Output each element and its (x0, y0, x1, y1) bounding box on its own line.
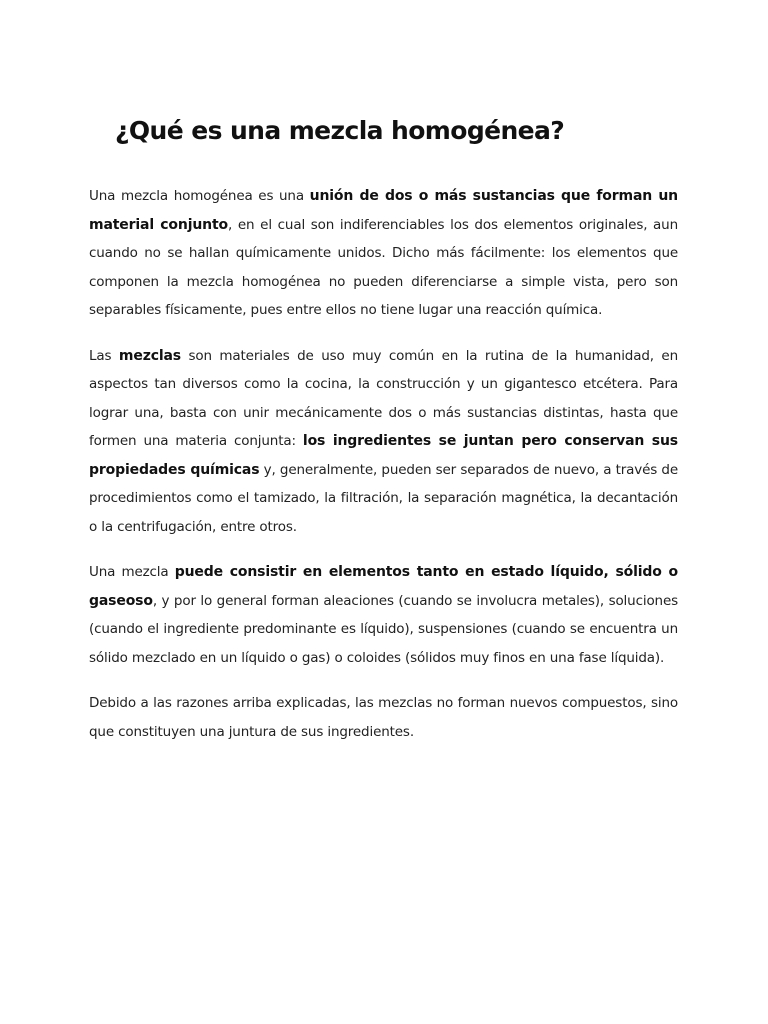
paragraph-1-text-1: Una mezcla homogénea es una (89, 188, 310, 204)
paragraph-1-bold-1: unión de dos o más sustancias que forman un material conjunto (89, 188, 678, 233)
paragraph-1-text-2: , en el cual son indiferenciables los dos elementos originales, aun cuando no se hallan químicamente unidos. Dicho más fácilmente: los elementos que componen la mezcla homogénea no pueden diferenciarse a simple vista, pero son separables físicamente, pues entre ellos no tiene lugar una reacción química. (89, 216, 678, 318)
paragraph-1 (89, 182, 678, 325)
paragraph-2-bold-1: mezclas (118, 347, 181, 364)
paragraph-3-text-2: , y por lo general forman aleaciones (cuando se involucra metales), soluciones (cuando el ingrediente predominante es líquido), suspensiones (cuando se encuentra un sólido mezclado en un líquido o gas) o coloides (sólidos muy finos en una fase líquida). (89, 592, 678, 666)
paragraph-4 (89, 689, 678, 746)
document-body (89, 182, 678, 763)
paragraph-2 (89, 342, 678, 542)
paragraph-3 (89, 558, 678, 672)
paragraph-2-text-2: son materiales de uso muy común en la rutina de la humanidad, en aspectos tan diversos como la cocina, la construcción y un gigantesco etcétera. Para lograr una, basta con unir mecánicamente dos o más sustancias distintas, hasta que formen una materia conjunta: (89, 347, 678, 449)
paragraph-2-text-1: Las (89, 347, 119, 364)
page-title: ¿Qué es una mezcla homogénea? (115, 116, 565, 145)
paragraph-2-text-3: y, generalmente, pueden ser separados de nuevo, a través de procedimientos como el tamizado, la filtración, la separación magnética, la decantación o la centrifugación, entre otros. (89, 461, 678, 535)
paragraph-3-text-1: Una mezcla (89, 564, 175, 580)
paragraph-3-bold-1: puede consistir en elementos tanto en estado líquido, sólido o gaseoso (89, 564, 678, 609)
paragraph-2-bold-2: los ingredientes se juntan pero conservan sus propiedades químicas (89, 433, 678, 478)
paragraph-4-text-1: Debido a las razones arriba explicadas, las mezclas no forman nuevos compuestos, sino que constituyen una juntura de sus ingredientes. (89, 695, 678, 740)
